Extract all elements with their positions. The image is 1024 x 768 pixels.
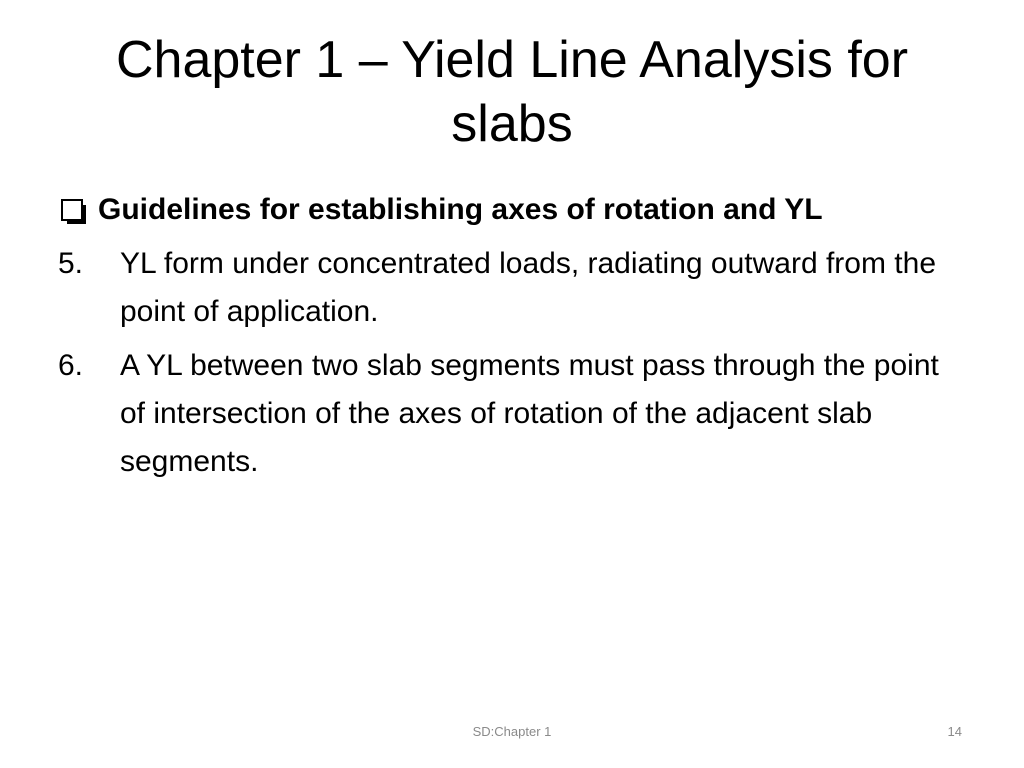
list-item-text: YL form under concentrated loads, radiating outward from the point of application.: [120, 247, 937, 328]
list-item-text: A YL between two slab segments must pass through the point of intersection of the axes of rotation of the adjacent slab segments.: [120, 349, 939, 478]
list-item-number: 6.: [58, 349, 84, 382]
section-heading: [58, 188, 978, 232]
list-item: [58, 342, 978, 486]
footer-text: SD:Chapter 1: [472, 724, 552, 739]
checkbox-bullet-icon: [58, 188, 98, 232]
list-item: [58, 240, 978, 336]
guidelines-list: [58, 240, 978, 486]
page-number: 14: [947, 724, 962, 739]
slide-title: Chapter 1 – Yield Line Analysis for slabs: [115, 31, 909, 153]
slide-content: [58, 188, 978, 492]
section-heading-text: Guidelines for establishing axes of rotation and YL: [98, 193, 823, 226]
list-item-number: 5.: [58, 247, 84, 280]
